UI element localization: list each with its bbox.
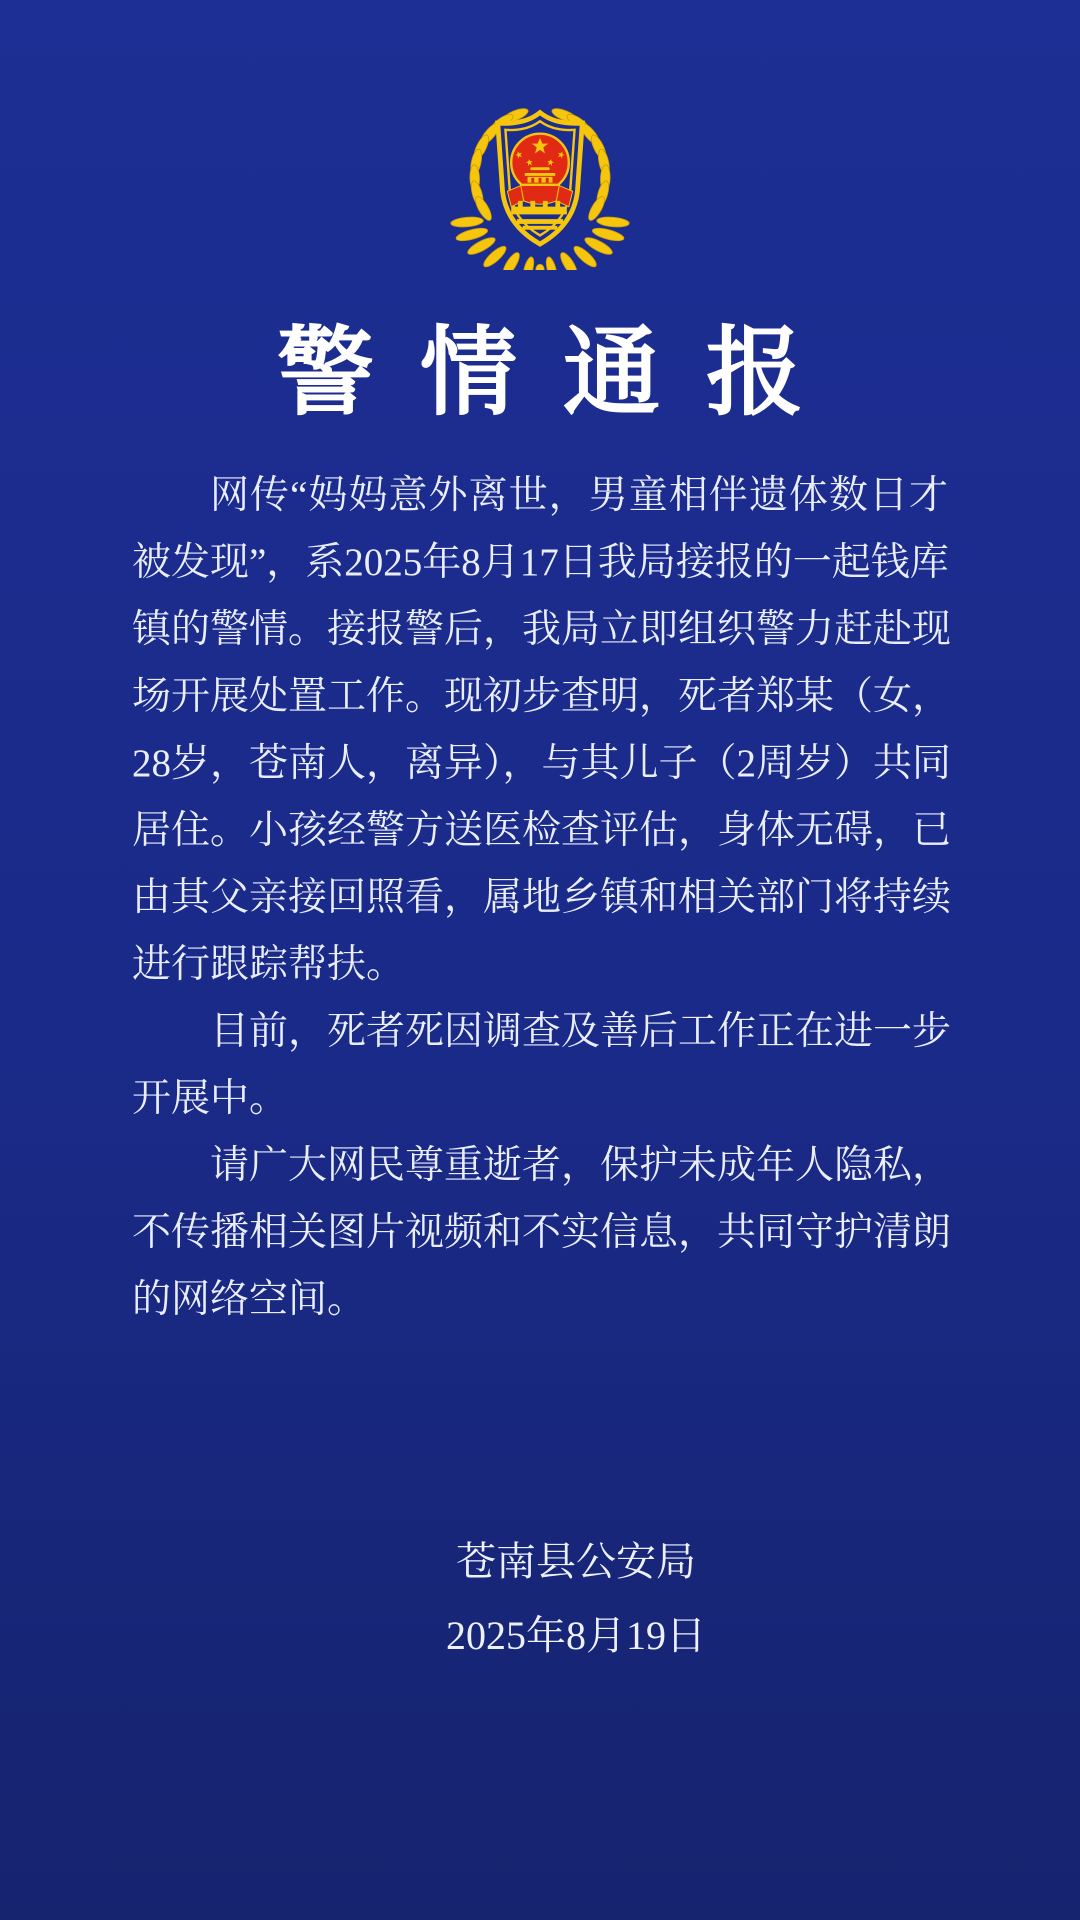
notice-line: 镇的警情。接报警后，我局立即组织警力赶赴现 bbox=[132, 608, 952, 651]
notice-line: 的网络空间。 bbox=[132, 1278, 367, 1321]
notice-signature bbox=[36, 1525, 1080, 1673]
issuing-agency: 苍南县公安局 bbox=[456, 1539, 696, 1584]
notice-line: 28岁，苍南人，离异），与其儿子（2周岁）共同 bbox=[132, 742, 952, 785]
notice-paragraph-3 bbox=[132, 1132, 952, 1333]
china-police-badge-icon bbox=[444, 78, 636, 270]
notice-line: 不传播相关图片视频和不实信息，共同守护清朗 bbox=[132, 1211, 952, 1254]
notice-paragraph-2 bbox=[132, 998, 952, 1132]
notice-line: 请广大网民尊重逝者，保护未成年人隐私， bbox=[210, 1144, 952, 1187]
notice-title: 警情通报 bbox=[277, 320, 849, 427]
badge-gate-doors bbox=[531, 178, 548, 183]
notice-line: 场开展处置工作。现初步查明，死者郑某（女， bbox=[132, 675, 952, 718]
notice-line: 网传“妈妈意外离世，男童相伴遗体数日才 bbox=[210, 474, 948, 517]
notice-paragraph-1 bbox=[132, 462, 952, 998]
notice-line: 进行跟踪帮扶。 bbox=[132, 943, 406, 986]
notice-line: 被发现”，系2025年8月17日我局接报的一起钱库 bbox=[132, 541, 949, 584]
issue-date: 2025年8月19日 bbox=[446, 1613, 706, 1658]
notice-line: 居住。小孩经警方送医检查评估，身体无碍，已 bbox=[132, 809, 952, 852]
notice-line: 由其父亲接回照看，属地乡镇和相关部门将持续 bbox=[132, 876, 952, 919]
notice-line: 开展中。 bbox=[132, 1077, 289, 1120]
badge-ribbon bbox=[507, 186, 572, 207]
notice-body bbox=[132, 462, 952, 1333]
notice-line: 目前，死者死因调查及善后工作正在进一步 bbox=[210, 1010, 952, 1053]
